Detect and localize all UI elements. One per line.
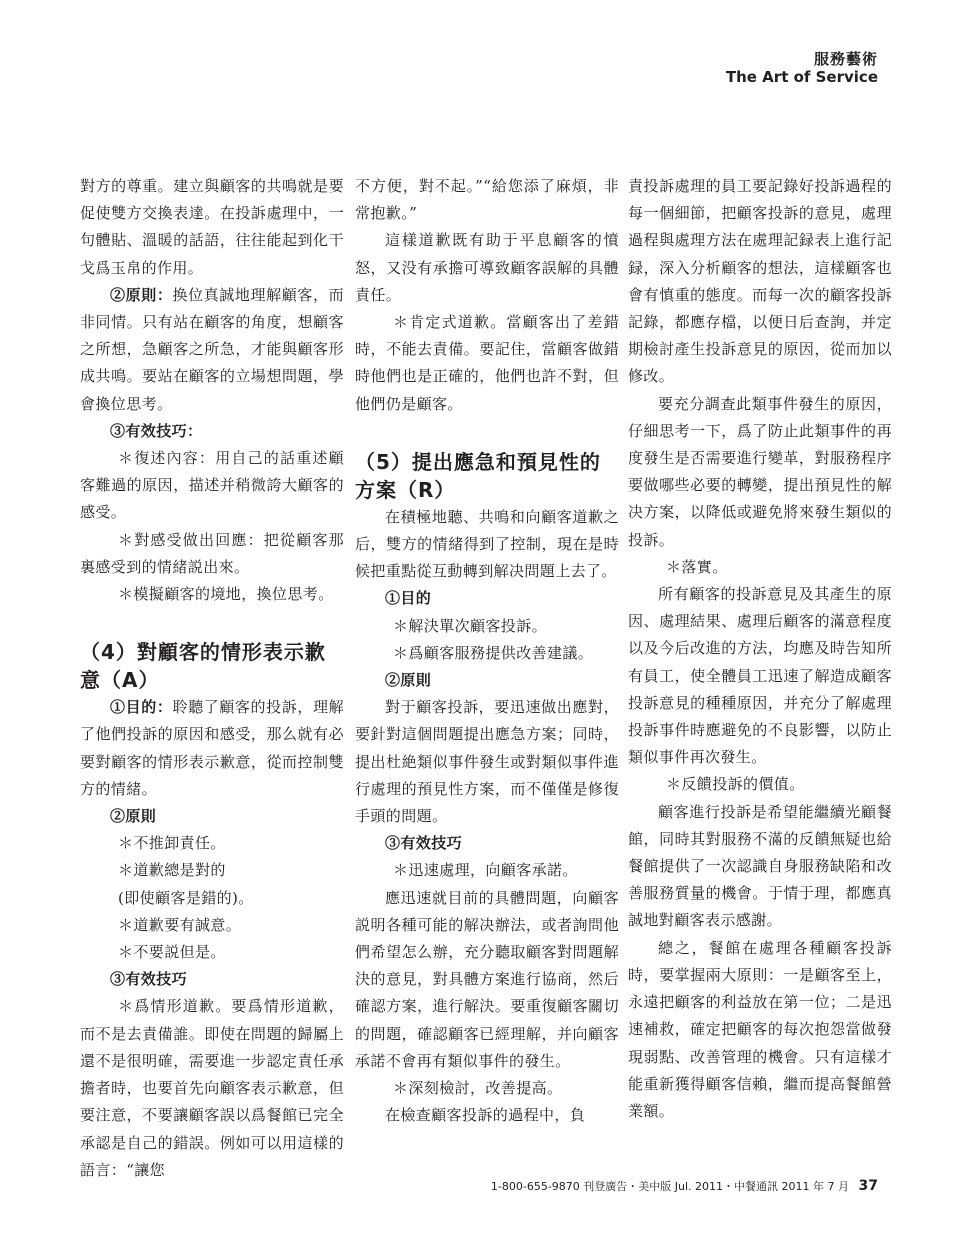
list-item: ＊對感受做出回應：把從顧客那裏感受到的情緒説出來。 bbox=[80, 530, 344, 576]
list-item: ＊深刻檢討，改善提高。 bbox=[393, 1079, 563, 1098]
list-item: ＊不要説但是。 bbox=[118, 943, 226, 962]
list-item: ＊解決單次顧客投訴。 bbox=[393, 616, 548, 635]
list-item: ＊道歉總是對的 bbox=[118, 861, 226, 880]
page-footer bbox=[491, 1178, 878, 1194]
subheading: ③有效技巧 bbox=[110, 970, 188, 989]
section-title-chinese: 服務藝術 bbox=[813, 50, 878, 68]
list-item: (即使顧客是錯的)。 bbox=[118, 888, 254, 907]
paragraph: ＊爲情形道歉。要爲情形道歉，而不是去責備誰。即使在問題的歸屬上還不是很明確，需要進一步認定責任承擔者時，也要首先向顧客表示歉意，但要注意，不要讓顧客誤以爲餐館已完全承認是自己的錯誤。例如可以用這樣的語言：“讓您 bbox=[80, 997, 344, 1179]
footer-text: 1-800-655-9870 刊登廣告・美中版 Jul. 2011・中餐通訊 2011 年 7 月 bbox=[490, 1180, 850, 1193]
paragraph: 責投訴處理的員工要記錄好投訴過程的每一個細節，把顧客投訴的意見，處理過程與處理方法在處理記録表上進行記録，深入分析顧客的想法，這樣顧客也會有慎重的態度。而每一次的顧客投訴記錄，都應存檔，以便日后查詢，并定期檢討產生投訴意見的原因，從而加以修改。 bbox=[628, 177, 892, 386]
list-item: ＊模擬顧客的境地，換位思考。 bbox=[118, 585, 334, 604]
text-column-3 bbox=[628, 173, 892, 1125]
subheading: ②原則 bbox=[110, 807, 157, 826]
list-item: ＊不推卸責任。 bbox=[118, 834, 226, 853]
subheading: ③有效技巧： bbox=[110, 421, 203, 440]
paragraph: 在積極地聽、共鳴和向顧客道歉之后，雙方的情緒得到了控制，現在是時候把重點從互動轉到解决問題上去了。 bbox=[355, 507, 619, 581]
section-heading: （4）對顧客的情形表示歉意（A） bbox=[80, 640, 326, 693]
list-item: ＊迅速處理，向顧客承諾。 bbox=[393, 861, 578, 880]
paragraph-text: 换位真誠地理解顧客，而非同情。只有站在顧客的角度，想顧客之所想，急顧客之所急，才能與顧客形成共鳴。要站在顧客的立場想問題，學會換位思考。 bbox=[80, 285, 344, 413]
paragraph: 對于顧客投訴，要迅速做出應對，要針對這個問題提出應急方案；同時，提出杜絶類似事件發生或對類似事件進行處理的預見性方案，而不僅僅是修復手頭的問題。 bbox=[355, 698, 619, 826]
page-header bbox=[726, 50, 878, 87]
subheading: ①目的 bbox=[385, 589, 432, 608]
paragraph: 要充分調查此類事件發生的原因，仔細思考一下，爲了防止此類事件的再度發生是否需要進行變革，對服務程序要做哪些必要的轉變，提出預見性的解决方案，以降低或避免將來發生類似的投訴。 bbox=[628, 394, 892, 549]
text-column-1 bbox=[80, 173, 344, 1184]
list-item: ＊落實。 bbox=[666, 557, 728, 576]
list-item: ＊道歉要有誠意。 bbox=[118, 915, 242, 934]
paragraph: 顧客進行投訴是希望能繼續光顧餐館，同時其對服務不滿的反饋無疑也給餐館提供了一次認識自身服務缺陷和改善服務質量的機會。于情于理，都應真誠地對顧客表示感謝。 bbox=[628, 802, 892, 930]
subheading: ①目的： bbox=[110, 698, 173, 717]
paragraph: 不方便，對不起。”“給您添了麻煩，非常抱歉。” bbox=[355, 177, 619, 223]
list-item: ＊復述內容：用自己的話重述顧客難過的原因，描述并稍微誇大顧客的感受。 bbox=[80, 449, 344, 522]
paragraph: 在檢查顧客投訴的過程中，負 bbox=[385, 1106, 586, 1125]
page-number: 37 bbox=[858, 1178, 878, 1194]
list-item: ＊爲顧客服務提供改善建議。 bbox=[393, 643, 594, 662]
subheading: ②原則： bbox=[110, 285, 173, 304]
section-title-english: The Art of Service bbox=[725, 68, 878, 86]
section-heading: （5）提出應急和預見性的方案（R） bbox=[355, 449, 601, 502]
subheading: ③有效技巧 bbox=[385, 834, 463, 853]
paragraph bbox=[80, 694, 344, 803]
paragraph: 總之，餐館在處理各種顧客投訴時，要掌握兩大原則：一是顧客至上，永遠把顧客的利益放在第一位；二是迅速補救，確定把顧客的每次抱怨當做發現弱點、改善管理的機會。只有這樣才能重新獲得顧客信賴，繼而提高餐館營業額。 bbox=[628, 938, 892, 1120]
text-column-2 bbox=[355, 173, 619, 1130]
paragraph-text: 聆聽了顧客的投訴，理解了他們投訴的原因和感受，那么就有必要對顧客的情形表示歉意，從而控制雙方的情緒。 bbox=[80, 698, 344, 798]
paragraph: 所有顧客的投訴意見及其產生的原因、處理結果、處理后顧客的滿意程度以及今后改進的方法，均應及時告知所有員工，使全體員工迅速了解造成顧客投訴意見的種種原因，并充分了解處理投訴事件時應避免的不良影響，以防止類似事件再次發生。 bbox=[628, 585, 892, 767]
paragraph: 這樣道歉既有助于平息顧客的憤怒，又没有承擔可導致顧客誤解的具體責任。 bbox=[355, 231, 619, 304]
paragraph: 應迅速就目前的具體問題，向顧客説明各種可能的解决辦法，或者詢問他們希望怎么辦，充分聽取顧客對問題解決的意見，對具體方案進行協商，然后確認方案，進行解決。要重復顧客關切的問題，確認顧客已經理解，并向顧客承諾不會再有類似事件的發生。 bbox=[355, 888, 619, 1070]
paragraph bbox=[80, 282, 344, 418]
paragraph: 對方的尊重。建立與顧客的共鳴就是要促使雙方交換表達。在投訴處理中，一句體貼、溫暖的話語，往往能起到化干戈爲玉帛的作用。 bbox=[80, 177, 344, 277]
paragraph: ＊肯定式道歉。當顧客出了差錯時，不能去責備。要記住，當顧客做錯時他們也是正確的，他們也許不對，但他們仍是顧客。 bbox=[355, 313, 619, 413]
list-item: ＊反饋投訴的價值。 bbox=[666, 775, 805, 794]
subheading: ②原則 bbox=[385, 671, 432, 690]
